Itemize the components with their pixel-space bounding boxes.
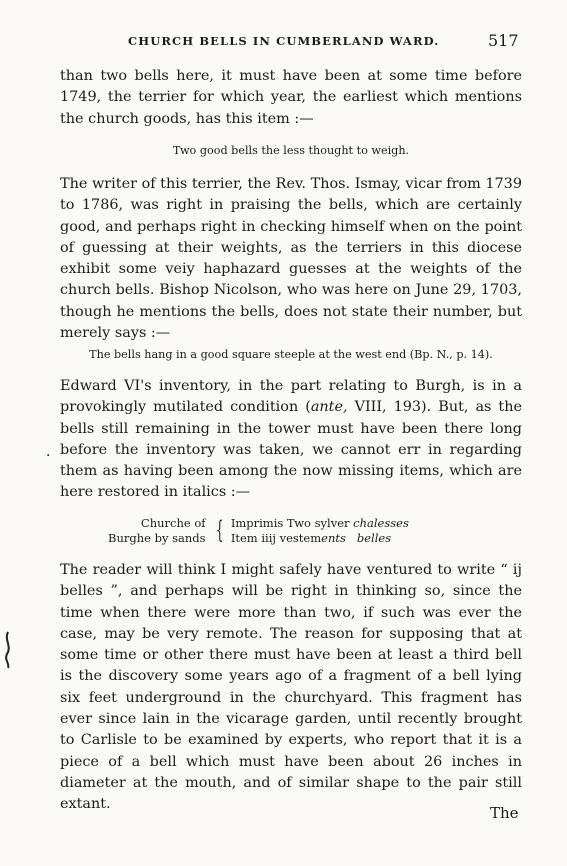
page-number: 517 [488, 31, 519, 50]
inventory-extract [108, 516, 409, 546]
paragraph-3-text-b: VIII, 193). But, as the bells still remaining in the tower must have been there long before the inventory was taken, we cannot err in regarding them as having been among the now missing items, which are here restored in italics :— [60, 399, 522, 501]
running-head: CHURCH BELLS IN CUMBERLAND WARD. [128, 34, 440, 48]
paragraph-2: The writer of this terrier, the Rev. Thos. Ismay, vicar from 1739 to 1786, was right in praising the bells, which are certainly good, and perhaps right in checking himself when on the point of guessing at their weights, as the terriers in this diocese exhibit some veiy haphazard guesses at the weights of the church bells. Bishop Nicolson, who was here on June 29, 1703, though he mentions the bells, does not state their number, but merely says :— [60, 176, 522, 342]
quote-nicolson: The bells hang in a good square steeple at the west end (Bp. N., p. 14). [89, 348, 493, 361]
inventory-left-1: Churche of [140, 516, 206, 530]
inventory-right-2b: ents [321, 531, 346, 545]
margin-mark-icon [2, 630, 14, 670]
inventory-right [231, 516, 409, 546]
inventory-right-2c: belles [356, 531, 392, 545]
paragraph-3-text-a: Edward VI's inventory, in the part relating to Burgh, is in a provokingly mutilated condition ( [60, 378, 522, 416]
margin-dot: · [46, 448, 51, 464]
inventory-right-1b: chalesses [353, 516, 409, 530]
inventory-left [108, 516, 206, 546]
inventory-left-2: Burghe by sands [108, 531, 206, 545]
catchword: The [490, 804, 519, 822]
page-header [0, 31, 567, 54]
paragraph-3-ante: ante, [310, 399, 348, 416]
paragraph-3 [60, 376, 522, 504]
quote-terrier: Two good bells the less thought to weigh. [172, 144, 410, 157]
paragraph-4: The reader will think I might safely have ventured to write “ ij belles ”, and perhaps will be right in thinking so, since the time when there were more than two, if such was ever the case, may be very remote. The reason for supposing that at some time or other there must have been at least a third bell is the discovery some years ago of a fragment of a bell lying six feet underground in the churchyard. This fragment has ever since lain in the vicarage garden, until recently brought to Carlisle to be examined by experts, who report that it is a piece of a bell which must have been about 26 inches in diameter at the mouth, and of similar shape to the pair still extant. [60, 562, 522, 813]
inventory-right-1a: Imprimis Two sylver [230, 516, 354, 530]
brace-icon: { [215, 516, 223, 544]
paragraph-1: than two bells here, it must have been at some time before 1749, the terrier for which year, the earliest which mentions the church goods, has this item :— [60, 68, 522, 127]
inventory-right-2a: Item iiij vestem [230, 531, 322, 545]
